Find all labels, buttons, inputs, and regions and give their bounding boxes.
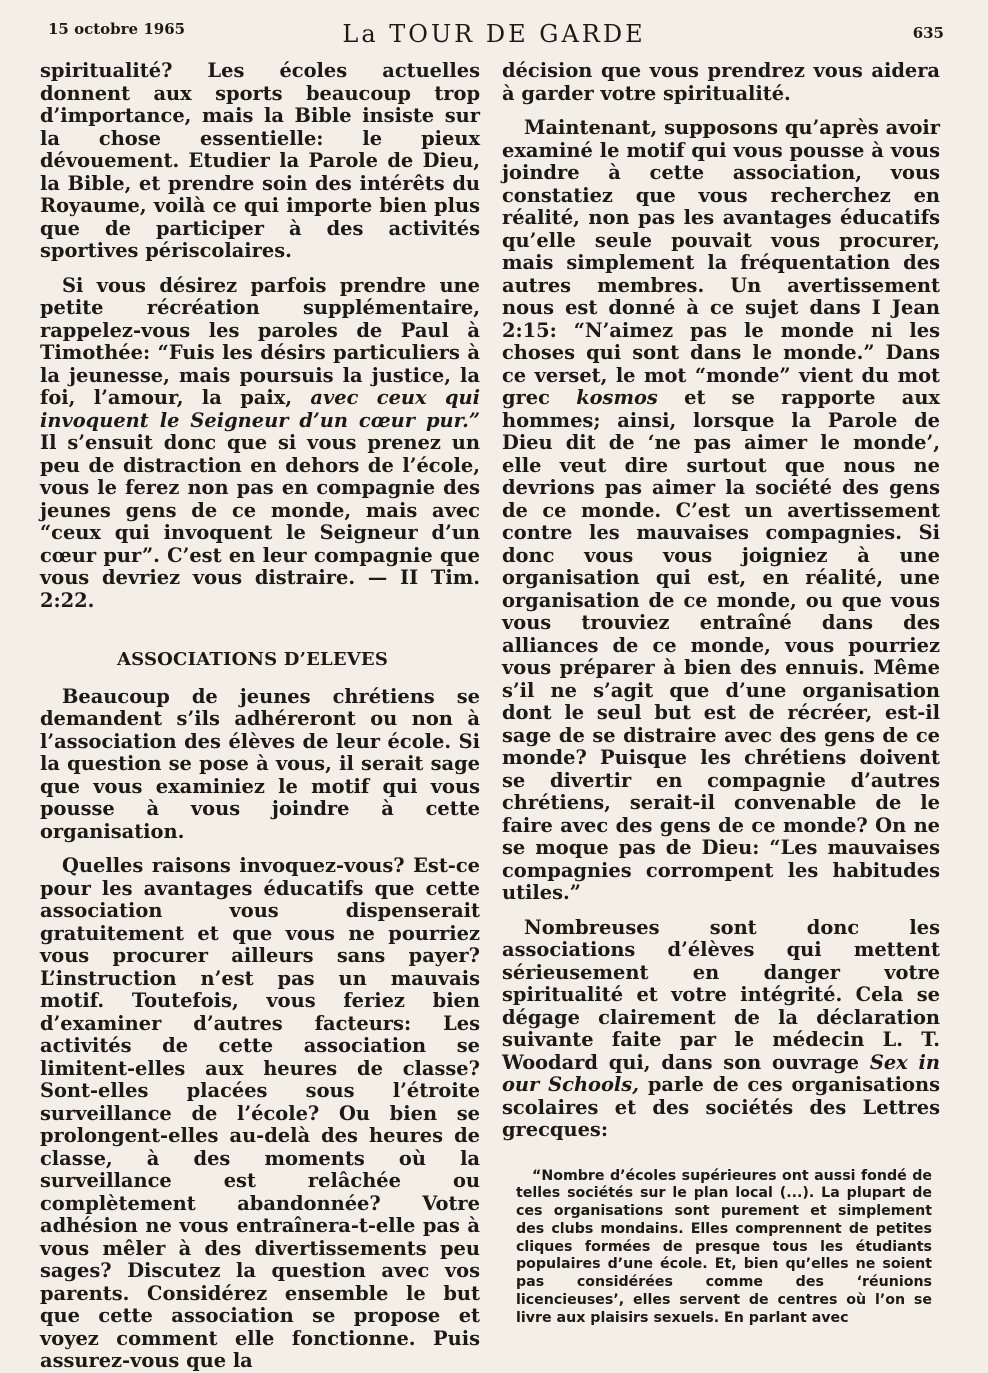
left-column [40,60,480,1373]
paragraph-text: Il s’ensuit donc que si vous prenez un peu de distraction en dehors de l’école, vous le ferez non pas en compagnie des jeunes gens de ce monde, mais avec “ceux qui invoquent le Seigneur d’un cœur pur”. C’est en leur compagnie que vous devriez vous distraire. — II Tim. 2:22. [40,431,480,612]
italic-word: kosmos [576,386,658,409]
section-heading: ASSOCIATIONS D’ELEVES [117,649,389,670]
page-header [0,0,988,56]
paragraph-text: Nombreuses sont donc les associations d’élèves qui mettent sérieusement en danger votre spiritualité et votre intégrité. Cela se dégage clairement de la déclaration suivante faite par le médecin L. T. Woodard qui, dans son ouvrage [502,915,940,1074]
paragraph-continued: spiritualité? Les écoles actuelles donnent aux sports beaucoup trop d’importance, mais la Bible insiste sur la chose essentielle: le pieux dévouement. Etudier la Parole de Dieu, la Bible, et prendre soin des intérêts du Royaume, voilà ce qui importe bien plus que de participer à des activités sportives périscolaires. [40,59,480,262]
issue-date: 15 octobre 1965 [48,20,186,38]
book-title: Sex in our Schools, [502,1050,940,1096]
paragraph-text: et se rapporte aux hommes; ainsi, lorsque la Parole de Dieu dit de ‘ne pas aimer le monde’, elle veut dire surtout que nous ne devrions pas aimer la société des gens de ce monde. C’est un avertissement contre les mauvaises compagnies. Si donc vous vous joigniez à une organisation qui est, en réalité, une organisation de ce monde, ou que vous vous trouviez entraîné dans des alliances de ce monde, vous pourriez vous préparer à bien des ennuis. Même s’il ne s’agit que d’une organisation dont le seul but est de récréer, est-il sage de se distraire avec des gens de ce monde? Puisque les chrétiens doivent se divertir en compagnie d’autres chrétiens, serait-il convenable de le faire avec des gens de ce monde? On ne se moque pas de Dieu: “Les mauvaises compagnies corrompent les habitudes utiles.” [502,386,940,904]
paragraph-dangers [502,917,940,1142]
paragraph-text: parle de ces organisations scolaires et des sociétés des Lettres grecques: [502,1073,940,1141]
paragraph-continued: décision que vous prendrez vous aidera à garder votre spiritualité. [502,59,940,105]
italic-quote: avec ceux qui invoquent le Seigneur d’un cœur pur.” [40,386,480,432]
right-column [502,60,940,1328]
paragraph-text: Si vous désirez parfois prendre une petite récréation supplémentaire, rappelez-vous les paroles de Paul à Timothée: “Fuis les désirs particuliers à la jeunesse, mais poursuis la justice, la foi, l’amour, la paix, [40,273,480,409]
magazine-title: La TOUR DE GARDE [342,20,646,48]
paragraph-reasons: Quelles raisons invoquez-vous? Est-ce pour les avantages éducatifs que cette association vous dispenserait gratuitement et que vous ne pourriez vous procurer ailleurs sans payer? L’instruction n’est pas un mauvais motif. Toutefois, vous feriez bien d’examiner d’autres facteurs: Les activités de cette association se limitent-elles aux heures de classe? Sont-elles placées sous l’étroite surveillance de l’école? Ou bien se prolongent-elles au-delà des heures de classe, à des moments où la surveillance est relâchée ou complètement abandonnée? Votre adhésion ne vous entraînera-t-elle pas à vous mêler à des divertissements peu sages? Discutez la question avec vos parents. Considérez ensemble le but que cette association se propose et voyez comment elle fonctionne. Puis assurez-vous que la [40,854,480,1372]
page-number: 635 [912,24,944,42]
paragraph-text: Maintenant, supposons qu’après avoir examiné le motif qui vous pousse à vous joindre à cette association, vous constatiez que vous recherchez en réalité, non pas les avantages éducatifs qu’elle seule pouvait vous procurer, mais simplement la fréquentation des autres membres. Un avertissement nous est donné à ce sujet dans I Jean 2:15: “N’aimez pas le monde ni les choses qui sont dans le monde.” Dans ce verset, le mot “monde” vient du mot grec [502,116,940,409]
paragraph-recreation [40,275,480,613]
block-quote: “Nombre d’écoles supérieures ont aussi fondé de telles sociétés sur le plan local (...). La plupart de ces organisations sont purement et simplement des clubs mondains. Elles comprennent de petites cliques formées de presque tous les étudiants populaires d’une école. Et, bien qu’elles ne soient pas considérées comme des ‘réunions licencieuses’, elles servent de centres où l’on se livre aux plaisirs sexuels. En parlant avec [516,1167,932,1326]
paragraph-associations: Beaucoup de jeunes chrétiens se demandent s’ils adhéreront ou non à l’association des élèves de leur école. Si la question se pose à vous, il serait sage que vous examiniez le motif qui vous pousse à vous joindre à cette organisation. [40,684,480,843]
paragraph-world-warning [502,117,940,905]
